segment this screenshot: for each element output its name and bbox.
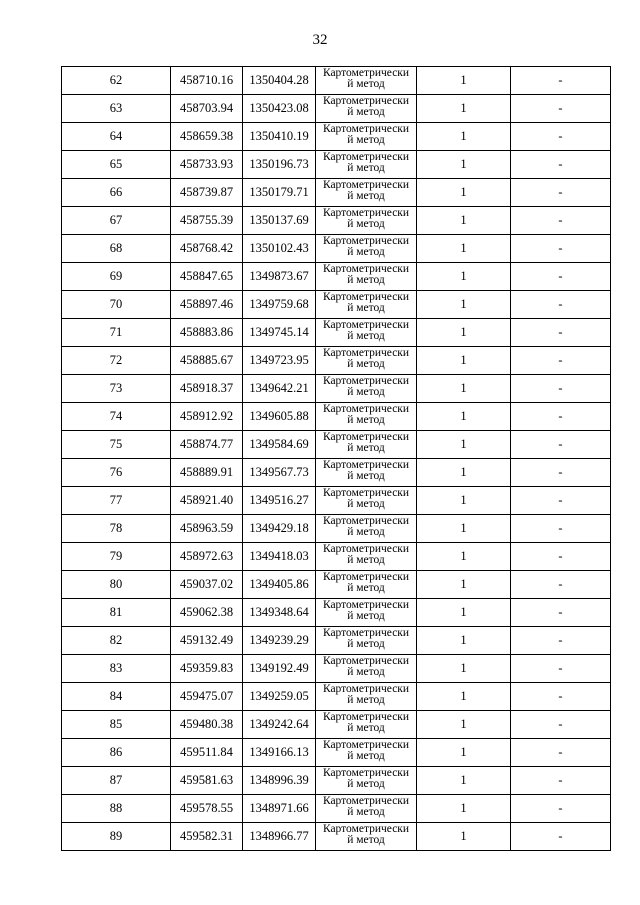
description-cell: - [511,403,611,431]
description-cell: - [511,319,611,347]
x-coordinate-cell: 458963.59 [171,515,243,543]
description-cell: - [511,571,611,599]
description-cell: - [511,795,611,823]
method-cell: Картометрически й метод [316,739,417,767]
accuracy-cell: 1 [417,123,511,151]
point-number-cell: 77 [62,487,171,515]
point-number-cell: 63 [62,95,171,123]
table-row [62,823,611,851]
x-coordinate-cell: 458883.86 [171,319,243,347]
coordinates-table [61,66,611,851]
y-coordinate-cell: 1349723.95 [243,347,316,375]
method-cell: Картометрически й метод [316,375,417,403]
description-cell: - [511,683,611,711]
method-cell: Картометрически й метод [316,571,417,599]
table-row [62,739,611,767]
point-number-cell: 64 [62,123,171,151]
y-coordinate-cell: 1350196.73 [243,151,316,179]
description-cell: - [511,151,611,179]
x-coordinate-cell: 459475.07 [171,683,243,711]
method-cell: Картометрически й метод [316,67,417,95]
accuracy-cell: 1 [417,543,511,571]
y-coordinate-cell: 1350137.69 [243,207,316,235]
point-number-cell: 78 [62,515,171,543]
description-cell: - [511,627,611,655]
x-coordinate-cell: 458768.42 [171,235,243,263]
x-coordinate-cell: 458874.77 [171,431,243,459]
point-number-cell: 66 [62,179,171,207]
description-cell: - [511,291,611,319]
description-cell: - [511,599,611,627]
method-cell: Картометрически й метод [316,823,417,851]
x-coordinate-cell: 458733.93 [171,151,243,179]
point-number-cell: 89 [62,823,171,851]
table-row [62,403,611,431]
y-coordinate-cell: 1349567.73 [243,459,316,487]
y-coordinate-cell: 1350102.43 [243,235,316,263]
table-row [62,319,611,347]
accuracy-cell: 1 [417,67,511,95]
accuracy-cell: 1 [417,655,511,683]
x-coordinate-cell: 459578.55 [171,795,243,823]
accuracy-cell: 1 [417,823,511,851]
accuracy-cell: 1 [417,571,511,599]
x-coordinate-cell: 458755.39 [171,207,243,235]
y-coordinate-cell: 1349759.68 [243,291,316,319]
accuracy-cell: 1 [417,151,511,179]
table-row [62,375,611,403]
table-row [62,627,611,655]
y-coordinate-cell: 1349873.67 [243,263,316,291]
x-coordinate-cell: 459582.31 [171,823,243,851]
point-number-cell: 73 [62,375,171,403]
x-coordinate-cell: 458972.63 [171,543,243,571]
table-row [62,599,611,627]
method-cell: Картометрически й метод [316,627,417,655]
y-coordinate-cell: 1349239.29 [243,627,316,655]
description-cell: - [511,515,611,543]
y-coordinate-cell: 1348966.77 [243,823,316,851]
method-cell: Картометрически й метод [316,95,417,123]
table-row [62,459,611,487]
description-cell: - [511,347,611,375]
description-cell: - [511,375,611,403]
point-number-cell: 87 [62,767,171,795]
y-coordinate-cell: 1350179.71 [243,179,316,207]
y-coordinate-cell: 1349418.03 [243,543,316,571]
accuracy-cell: 1 [417,459,511,487]
point-number-cell: 69 [62,263,171,291]
accuracy-cell: 1 [417,403,511,431]
method-cell: Картометрически й метод [316,767,417,795]
accuracy-cell: 1 [417,431,511,459]
table-row [62,207,611,235]
table-row [62,95,611,123]
page-number: 32 [312,32,328,48]
table-row [62,683,611,711]
x-coordinate-cell: 458659.38 [171,123,243,151]
accuracy-cell: 1 [417,627,511,655]
method-cell: Картометрически й метод [316,291,417,319]
table-row [62,571,611,599]
method-cell: Картометрически й метод [316,235,417,263]
point-number-cell: 79 [62,543,171,571]
point-number-cell: 75 [62,431,171,459]
point-number-cell: 88 [62,795,171,823]
method-cell: Картометрически й метод [316,347,417,375]
point-number-cell: 80 [62,571,171,599]
description-cell: - [511,263,611,291]
description-cell: - [511,123,611,151]
method-cell: Картометрически й метод [316,683,417,711]
description-cell: - [511,95,611,123]
table-row [62,347,611,375]
y-coordinate-cell: 1349405.86 [243,571,316,599]
accuracy-cell: 1 [417,767,511,795]
method-cell: Картометрически й метод [316,263,417,291]
x-coordinate-cell: 459480.38 [171,711,243,739]
y-coordinate-cell: 1349516.27 [243,487,316,515]
y-coordinate-cell: 1349192.49 [243,655,316,683]
method-cell: Картометрически й метод [316,319,417,347]
y-coordinate-cell: 1350410.19 [243,123,316,151]
method-cell: Картометрически й метод [316,599,417,627]
x-coordinate-cell: 459062.38 [171,599,243,627]
table-row [62,515,611,543]
point-number-cell: 70 [62,291,171,319]
y-coordinate-cell: 1349745.14 [243,319,316,347]
table-row [62,711,611,739]
x-coordinate-cell: 459511.84 [171,739,243,767]
accuracy-cell: 1 [417,739,511,767]
description-cell: - [511,655,611,683]
point-number-cell: 68 [62,235,171,263]
point-number-cell: 74 [62,403,171,431]
table-row [62,151,611,179]
accuracy-cell: 1 [417,207,511,235]
table-row [62,431,611,459]
point-number-cell: 84 [62,683,171,711]
y-coordinate-cell: 1349605.88 [243,403,316,431]
y-coordinate-cell: 1349166.13 [243,739,316,767]
accuracy-cell: 1 [417,795,511,823]
point-number-cell: 67 [62,207,171,235]
accuracy-cell: 1 [417,319,511,347]
method-cell: Картометрически й метод [316,515,417,543]
y-coordinate-cell: 1349429.18 [243,515,316,543]
y-coordinate-cell: 1348971.66 [243,795,316,823]
table-row [62,235,611,263]
x-coordinate-cell: 458912.92 [171,403,243,431]
accuracy-cell: 1 [417,599,511,627]
description-cell: - [511,179,611,207]
accuracy-cell: 1 [417,347,511,375]
y-coordinate-cell: 1349348.64 [243,599,316,627]
x-coordinate-cell: 459359.83 [171,655,243,683]
point-number-cell: 65 [62,151,171,179]
x-coordinate-cell: 458897.46 [171,291,243,319]
y-coordinate-cell: 1349642.21 [243,375,316,403]
method-cell: Картометрически й метод [316,403,417,431]
accuracy-cell: 1 [417,263,511,291]
method-cell: Картометрически й метод [316,459,417,487]
y-coordinate-cell: 1349242.64 [243,711,316,739]
accuracy-cell: 1 [417,711,511,739]
x-coordinate-cell: 459037.02 [171,571,243,599]
x-coordinate-cell: 458889.91 [171,459,243,487]
point-number-cell: 72 [62,347,171,375]
x-coordinate-cell: 459581.63 [171,767,243,795]
description-cell: - [511,67,611,95]
method-cell: Картометрически й метод [316,711,417,739]
description-cell: - [511,711,611,739]
y-coordinate-cell: 1349584.69 [243,431,316,459]
point-number-cell: 82 [62,627,171,655]
x-coordinate-cell: 458847.65 [171,263,243,291]
method-cell: Картометрически й метод [316,207,417,235]
table-row [62,179,611,207]
point-number-cell: 71 [62,319,171,347]
y-coordinate-cell: 1350404.28 [243,67,316,95]
method-cell: Картометрически й метод [316,151,417,179]
method-cell: Картометрически й метод [316,543,417,571]
point-number-cell: 86 [62,739,171,767]
y-coordinate-cell: 1350423.08 [243,95,316,123]
x-coordinate-cell: 458710.16 [171,67,243,95]
accuracy-cell: 1 [417,95,511,123]
method-cell: Картометрически й метод [316,487,417,515]
point-number-cell: 83 [62,655,171,683]
y-coordinate-cell: 1349259.05 [243,683,316,711]
description-cell: - [511,767,611,795]
accuracy-cell: 1 [417,487,511,515]
table-row [62,767,611,795]
x-coordinate-cell: 458739.87 [171,179,243,207]
accuracy-cell: 1 [417,515,511,543]
table-row [62,123,611,151]
description-cell: - [511,235,611,263]
x-coordinate-cell: 458921.40 [171,487,243,515]
description-cell: - [511,739,611,767]
accuracy-cell: 1 [417,291,511,319]
description-cell: - [511,543,611,571]
description-cell: - [511,207,611,235]
method-cell: Картометрически й метод [316,795,417,823]
accuracy-cell: 1 [417,683,511,711]
y-coordinate-cell: 1348996.39 [243,767,316,795]
description-cell: - [511,487,611,515]
x-coordinate-cell: 458885.67 [171,347,243,375]
table-row [62,487,611,515]
x-coordinate-cell: 459132.49 [171,627,243,655]
point-number-cell: 76 [62,459,171,487]
accuracy-cell: 1 [417,375,511,403]
x-coordinate-cell: 458703.94 [171,95,243,123]
description-cell: - [511,823,611,851]
table-row [62,67,611,95]
table-row [62,795,611,823]
point-number-cell: 62 [62,67,171,95]
table-row [62,263,611,291]
description-cell: - [511,459,611,487]
accuracy-cell: 1 [417,235,511,263]
accuracy-cell: 1 [417,179,511,207]
table-row [62,291,611,319]
x-coordinate-cell: 458918.37 [171,375,243,403]
method-cell: Картометрически й метод [316,179,417,207]
method-cell: Картометрически й метод [316,123,417,151]
description-cell: - [511,431,611,459]
table-body [62,67,611,851]
table-row [62,543,611,571]
method-cell: Картометрически й метод [316,655,417,683]
method-cell: Картометрически й метод [316,431,417,459]
point-number-cell: 85 [62,711,171,739]
table-row [62,655,611,683]
point-number-cell: 81 [62,599,171,627]
